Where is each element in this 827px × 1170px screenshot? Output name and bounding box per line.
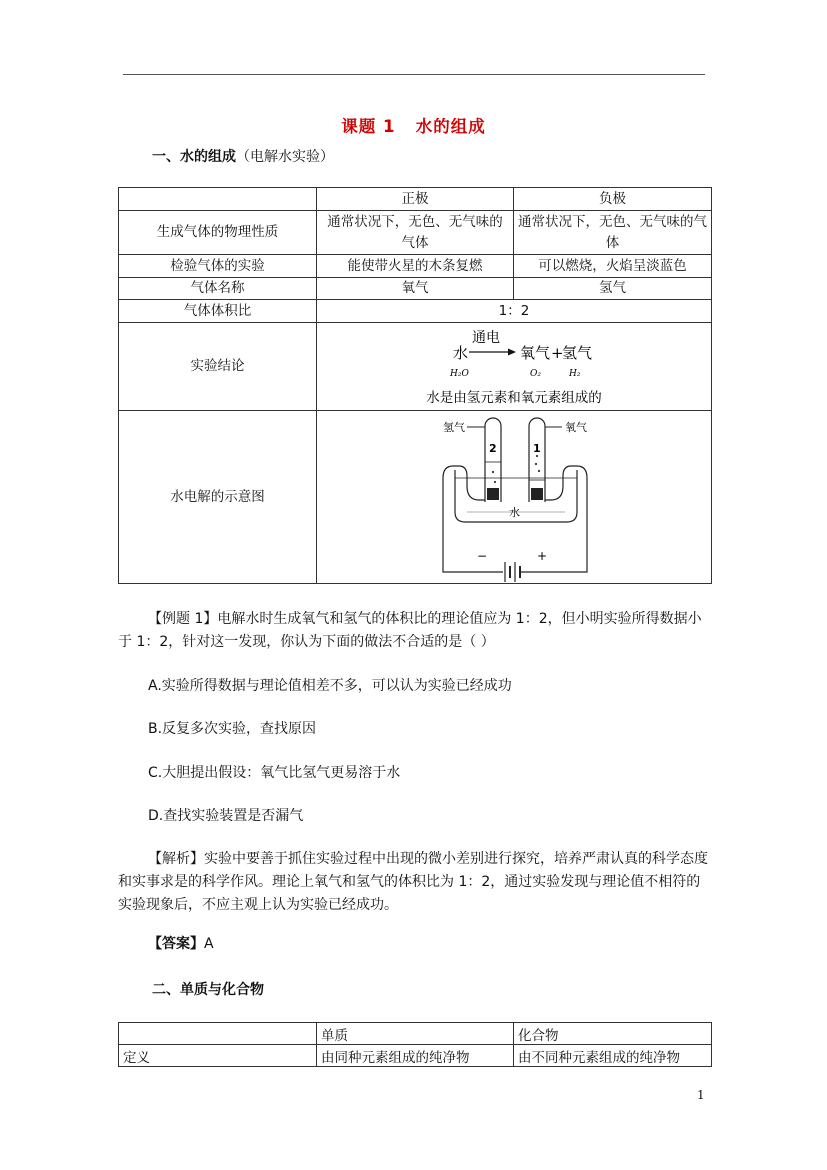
option-c: C.大胆提出假设：氧气比氢气更易溶于水 xyxy=(148,765,401,781)
section-1-title: 一、水的组成 xyxy=(152,149,236,165)
table-row xyxy=(119,278,712,300)
equation-product-1: 氧气 xyxy=(520,343,551,362)
conclusion-cell xyxy=(317,323,712,411)
section-2-heading: 二、单质与化合物 xyxy=(152,982,264,998)
table-cell: 通常状况下，无色、无气味的气体 xyxy=(317,211,514,255)
equation-product-2: 氢气 xyxy=(562,343,593,362)
table-cell: 可以燃烧，火焰呈淡蓝色 xyxy=(514,255,712,278)
oxygen-label: 氧气 xyxy=(565,420,587,434)
header-rule xyxy=(123,74,705,75)
table-row xyxy=(119,1023,712,1045)
table-header-cell xyxy=(119,1023,317,1045)
table-row xyxy=(119,323,712,411)
conclusion-text: 水是由氢元素和氧元素组成的 xyxy=(426,389,602,406)
equation-formula-product-1: O₂ xyxy=(530,368,541,379)
table-row xyxy=(119,1045,712,1067)
analysis-text: 实验中要善于抓住实验过程中出现的微小差别进行探究，培养严肃认真的科学态度和实事求是的科学作风。理论上氧气和氢气的体积比为 1：2，通过实验发现与理论值不相符的实验现象后，不应主观上认为实验已经成功。 xyxy=(118,851,708,913)
equation-arrowhead xyxy=(508,348,516,355)
table-header-cell: 单质 xyxy=(317,1023,514,1045)
table-cell: 检验气体的实验 xyxy=(119,255,317,278)
answer-value: A xyxy=(204,936,214,952)
positive-sign: + xyxy=(537,548,548,563)
electrolysis-apparatus-figure xyxy=(317,412,712,583)
equation-reactant: 水 xyxy=(453,343,469,362)
table-cell: 由同种元素组成的纯净物 xyxy=(317,1045,514,1067)
table-header-cell xyxy=(119,188,317,211)
table-row xyxy=(119,211,712,255)
table-cell: 通常状况下，无色、无气味的气体 xyxy=(514,211,712,255)
diagram-cell xyxy=(317,411,712,584)
substance-table xyxy=(118,1022,712,1067)
table-row xyxy=(119,300,712,323)
page-number: 1 xyxy=(697,1088,705,1102)
table-header-cell: 负极 xyxy=(514,188,712,211)
example-question xyxy=(118,608,713,654)
negative-sign: − xyxy=(477,548,488,563)
hydrogen-label: 氢气 xyxy=(443,420,465,434)
table-cell: 气体名称 xyxy=(119,278,317,300)
page-title: 课题 1 水的组成 xyxy=(341,117,486,136)
equation-formula-reactant: H₂O xyxy=(450,368,469,379)
bubbles-icon xyxy=(491,454,540,492)
example-text: 电解水时生成氧气和氢气的体积比的理论值应为 1：2，但小明实验所得数据小于 1：2，针对这一发现，你认为下面的做法不合适的是（ ） xyxy=(118,611,702,650)
table-cell: 气体体积比 xyxy=(119,300,317,323)
analysis-lead: 【解析】 xyxy=(148,851,204,867)
table-cell: 定义 xyxy=(119,1045,317,1067)
table-cell: 氧气 xyxy=(317,278,514,300)
option-d: D.查找实验装置是否漏气 xyxy=(148,808,304,824)
option-a: A.实验所得数据与理论值相差不多，可以认为实验已经成功 xyxy=(148,678,512,694)
table-cell: 由不同种元素组成的纯净物 xyxy=(514,1045,712,1067)
equation-condition: 通电 xyxy=(472,329,500,346)
table-row xyxy=(119,411,712,584)
table-cell: 氢气 xyxy=(514,278,712,300)
table-cell: 实验结论 xyxy=(119,323,317,411)
table-cell: 生成气体的物理性质 xyxy=(119,211,317,255)
water-label: 水 xyxy=(509,505,520,519)
section-1-heading xyxy=(152,146,334,166)
table-row xyxy=(119,255,712,278)
table-header-cell: 化合物 xyxy=(514,1023,712,1045)
equation-plus: + xyxy=(551,343,564,362)
answer-lead: 【答案】 xyxy=(148,936,204,952)
answer-line xyxy=(118,933,713,956)
analysis-paragraph xyxy=(118,848,713,917)
section-1-note: （电解水实验） xyxy=(236,149,334,165)
ratio-value: 1：2 xyxy=(317,300,712,323)
equation-figure xyxy=(317,324,712,410)
left-tube-number: 2 xyxy=(489,441,497,455)
left-electrode-icon xyxy=(487,488,499,500)
right-tube-number: 1 xyxy=(533,441,541,455)
option-b: B.反复多次实验，查找原因 xyxy=(148,721,317,737)
table-header-cell: 正极 xyxy=(317,188,514,211)
example-lead: 【例题 1】 xyxy=(148,611,218,627)
table-row xyxy=(119,188,712,211)
electrolysis-table xyxy=(118,187,712,584)
table-cell: 能使带火星的木条复燃 xyxy=(317,255,514,278)
right-electrode-icon xyxy=(531,488,543,500)
equation-formula-product-2: H₂ xyxy=(569,368,581,379)
table-cell: 水电解的示意图 xyxy=(119,411,317,584)
